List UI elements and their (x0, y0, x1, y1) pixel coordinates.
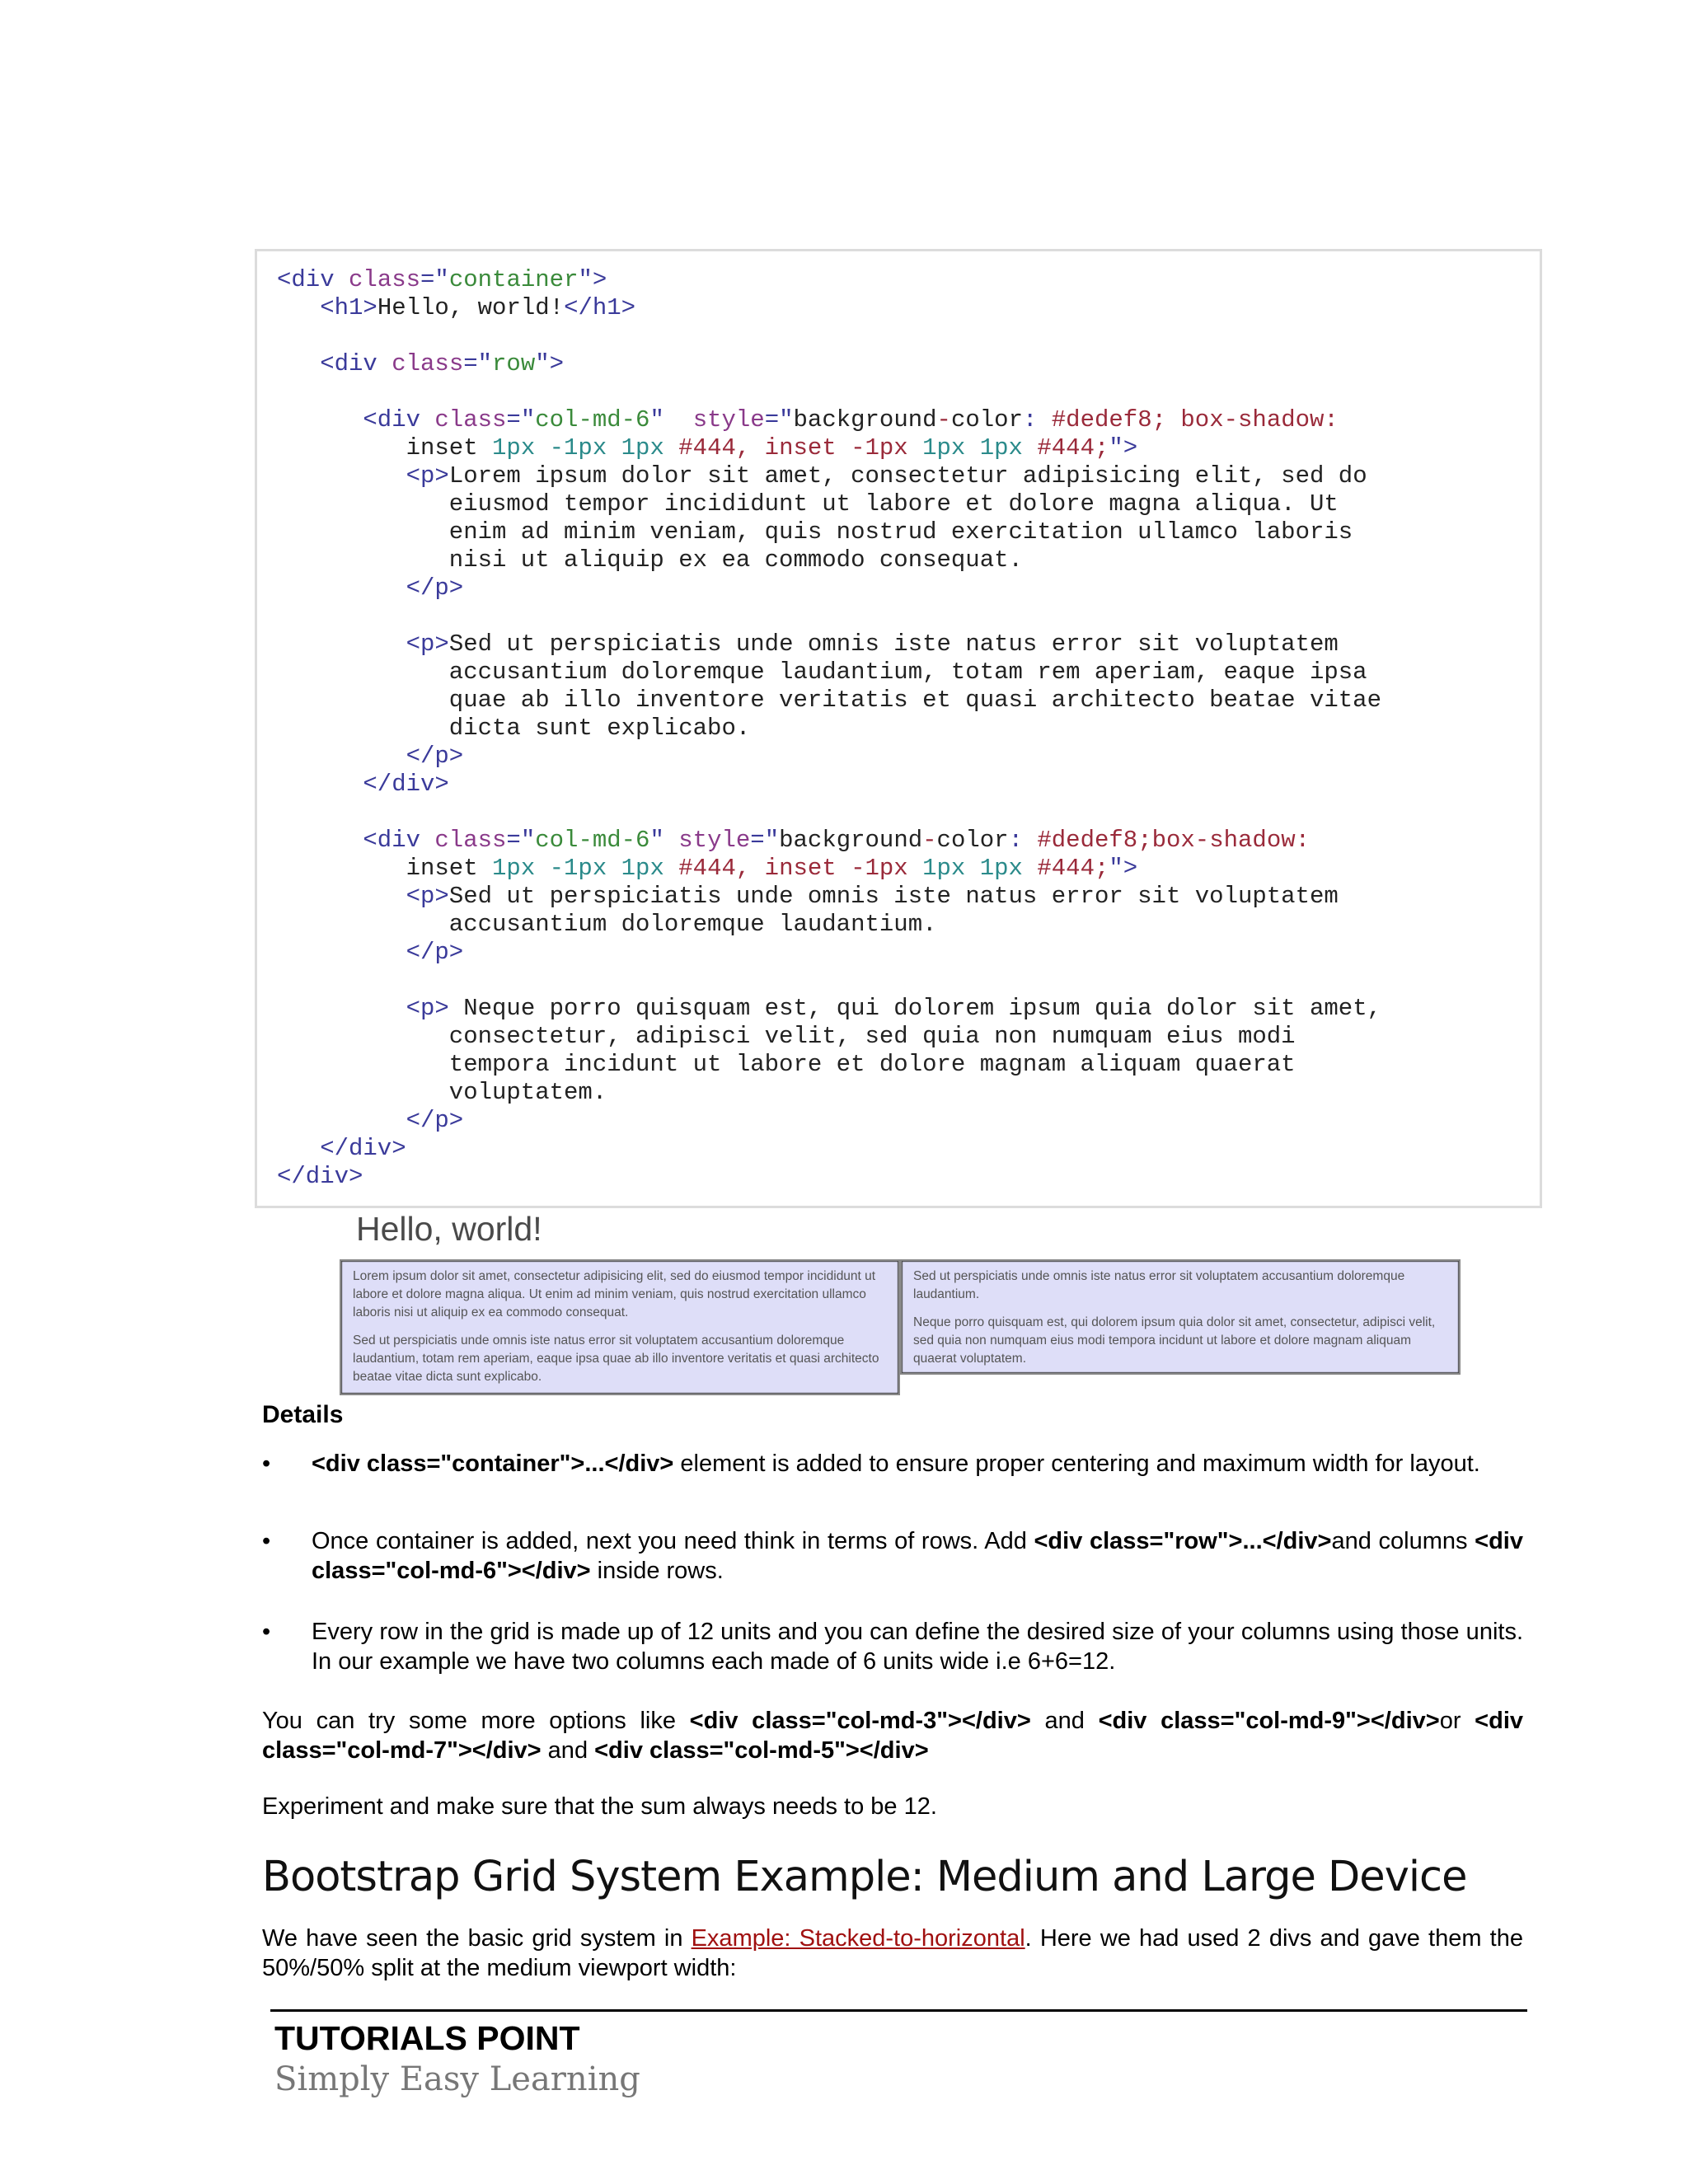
code-token: : (1022, 406, 1052, 434)
code-token: : (1008, 827, 1038, 854)
footer-subtitle: Simply Easy Learning (274, 2060, 640, 2098)
code-token: row (492, 350, 536, 377)
bullet-text-part: Once container is added, next you need think in terms of rows. Add (312, 1528, 1034, 1554)
code-line (406, 434, 1138, 462)
code-token: accusantium doloremque laudantium. (448, 911, 937, 938)
code-token: </p> (406, 1107, 464, 1134)
bullet-marker: • (262, 1451, 271, 1477)
code-snippet: <div class="row">...</div> (1034, 1528, 1332, 1554)
example-paragraph: Sed ut perspiciatis unde omnis iste natus error sit voluptatem accusantium doloremque laudantium, totam rem aperiam, eaque ipsa quae ab illo inventore veritatis et quasi architecto beatae vitae dicta sunt explicabo. (353, 1333, 879, 1384)
code-token: " (649, 406, 693, 434)
code-snippet: <div class="col-md-6"></div> (312, 1528, 1523, 1584)
code-token: background (793, 406, 937, 434)
code-token: dicta sunt explicabo. (448, 715, 751, 742)
code-token: col-md-6 (535, 406, 650, 434)
code-token: =" (506, 406, 536, 434)
code-line (406, 1107, 464, 1135)
code-token: =" (764, 406, 794, 434)
code-token: Sed ut perspiciatis unde omnis iste natus error sit voluptatem (448, 630, 1339, 658)
example-paragraph: Neque porro quisquam est, qui dolorem ipsum quia dolor sit amet, consectetur, adipisci velit, sed quia non numquam eius modi tempora incidunt ut labore et dolore magnam aliquam quaerat voluptatem. (913, 1315, 1436, 1366)
code-token: </div> (363, 771, 449, 798)
code-token: background (779, 827, 923, 854)
code-token: <div (320, 350, 392, 377)
experiment-paragraph: Experiment and make sure that the sum always needs to be 12. (262, 1793, 937, 1820)
code-token: style (692, 406, 765, 434)
code-token: voluptatem. (448, 1079, 607, 1106)
code-line (449, 1051, 1296, 1079)
code-token: enim ad minim veniam, quis nostrud exercitation ullamco laboris (448, 518, 1353, 546)
code-token: =" (463, 350, 493, 377)
code-line (449, 658, 1367, 687)
code-token: Hello, world! (377, 294, 565, 321)
code-line (449, 715, 750, 743)
code-token: #444; (1037, 434, 1109, 462)
code-token: "> (535, 350, 565, 377)
para-text: and (1030, 1708, 1099, 1734)
code-token: 1px -1px 1px (492, 855, 679, 882)
bullet-marker: • (262, 1528, 271, 1554)
footer-title: TUTORIALS POINT (274, 2019, 580, 2057)
code-token: <p> (406, 462, 449, 490)
code-token: <div (277, 266, 349, 293)
code-token: class (392, 350, 464, 377)
para-text: You can try some more options like (262, 1708, 690, 1734)
code-line (320, 1135, 406, 1163)
code-token: <p> (406, 630, 449, 658)
code-token: =" (750, 827, 780, 854)
code-token: 1px 1px (922, 855, 1038, 882)
code-token: 1px 1px (922, 434, 1038, 462)
code-token: class (349, 266, 421, 293)
code-token: =" (506, 827, 536, 854)
code-token: </p> (406, 743, 464, 770)
para-text: We have seen the basic grid system in (262, 1925, 692, 1952)
code-line (406, 630, 1339, 658)
code-token: #444, inset -1px (678, 434, 923, 462)
code-token: - (922, 827, 937, 854)
bullet-text (312, 1526, 1523, 1586)
code-token: container (448, 266, 579, 293)
example-column-left (340, 1259, 900, 1395)
code-line (449, 490, 1339, 518)
code-token: </p> (406, 574, 464, 602)
code-token: Neque porro quisquam est, qui dolorem ipsum quia dolor sit amet, (448, 995, 1381, 1022)
code-line (406, 883, 1339, 911)
example-paragraph: Lorem ipsum dolor sit amet, consectetur adipisicing elit, sed do eiusmod tempor incididunt ut labore et dolore magna aliqua. Ut enim ad minim veniam, quis nostrud exercitation ullamco laboris nisi ut aliquip ex ea commodo consequat. (353, 1269, 876, 1319)
code-line (363, 827, 1310, 855)
code-token: col-md-6 (535, 827, 650, 854)
code-line (449, 687, 1381, 715)
code-line (449, 546, 1023, 574)
code-snippet: <div class="col-md-5"></div> (594, 1737, 929, 1764)
code-snippet: <div class="col-md-7"></div> (262, 1708, 1524, 1764)
bullet-text-part: inside rows. (590, 1558, 724, 1584)
example-paragraph: Sed ut perspiciatis unde omnis iste natus error sit voluptatem accusantium doloremque laudantium. (913, 1269, 1405, 1301)
code-token: <p> (406, 883, 449, 910)
details-heading: Details (262, 1401, 344, 1428)
code-token: color (950, 406, 1023, 434)
example-link[interactable]: Example: Stacked-to-horizontal (691, 1925, 1025, 1952)
para-text: and (541, 1737, 595, 1764)
code-token: class (434, 827, 507, 854)
code-token: class (434, 406, 507, 434)
bullet-text-part: and columns (1331, 1528, 1475, 1554)
section-title: Bootstrap Grid System Example: Medium and Large Device (262, 1853, 1467, 1901)
code-line (449, 1079, 607, 1107)
code-token: - (936, 406, 951, 434)
code-token: </p> (406, 939, 464, 966)
code-token: nisi ut aliquip ex ea commodo consequat. (448, 546, 1023, 574)
code-token: consectetur, adipisci velit, sed quia non numquam eius modi (448, 1023, 1296, 1050)
code-token: "> (578, 266, 607, 293)
code-line (406, 743, 464, 771)
rendered-example (340, 1210, 1461, 1395)
para-text: or (1439, 1708, 1475, 1734)
code-line (277, 1163, 363, 1191)
code-line (406, 995, 1381, 1023)
code-token: " (649, 827, 679, 854)
code-line (406, 574, 464, 602)
example-column-right (900, 1259, 1461, 1375)
code-token: style (678, 827, 751, 854)
code-token: #444; (1037, 855, 1109, 882)
code-token: accusantium doloremque laudantium, totam rem aperiam, eaque ipsa (448, 658, 1367, 686)
bullet-text: Every row in the grid is made up of 12 units and you can define the desired size of your columns using those units. In our example we have two columns each made of 6 units wide i.e 6+6=12. (312, 1619, 1523, 1675)
code-token: color (936, 827, 1009, 854)
bullet-text (312, 1449, 1523, 1479)
options-paragraph (262, 1706, 1523, 1765)
code-snippet: <div class="col-md-9"></div> (1098, 1708, 1440, 1734)
code-token: tempora incidunt ut labore et dolore magnam aliquam quaerat (448, 1051, 1296, 1078)
code-line (320, 350, 564, 378)
code-snippet: <div class="container">...</div> (312, 1451, 674, 1477)
bullet-marker: • (262, 1619, 271, 1645)
code-line (363, 771, 448, 799)
code-block (255, 249, 1542, 1208)
code-line (449, 911, 937, 939)
footer-divider (270, 2009, 1527, 2012)
code-token: "> (1109, 855, 1138, 882)
code-line (277, 266, 607, 294)
bullet-text-part: element is added to ensure proper centering and maximum width for layout. (673, 1451, 1480, 1477)
code-token: #dedef8;box-shadow: (1037, 827, 1311, 854)
code-token: inset (406, 434, 493, 462)
code-token: </h1> (564, 294, 636, 321)
code-token: #dedef8; box-shadow: (1051, 406, 1339, 434)
code-line (320, 294, 635, 322)
code-token: =" (420, 266, 449, 293)
code-token: quae ab illo inventore veritatis et quasi architecto beatae vitae (448, 687, 1381, 714)
code-token: <p> (406, 995, 449, 1022)
code-token: "> (1109, 434, 1138, 462)
code-token: <h1> (320, 294, 377, 321)
intro-paragraph (262, 1924, 1523, 1983)
code-token: eiusmod tempor incididunt ut labore et dolore magna aliqua. Ut (448, 490, 1339, 518)
code-token: #444, inset -1px (678, 855, 923, 882)
code-line (449, 1023, 1296, 1051)
example-heading: Hello, world! (356, 1210, 542, 1248)
code-token: Sed ut perspiciatis unde omnis iste natus error sit voluptatem (448, 883, 1339, 910)
code-token: </div> (320, 1135, 406, 1162)
code-token: <div (363, 406, 435, 434)
code-token: inset (406, 855, 493, 882)
code-token: <div (363, 827, 435, 854)
code-line (406, 462, 1367, 490)
code-line (406, 855, 1138, 883)
code-line (406, 939, 464, 967)
code-snippet: <div class="col-md-3"></div> (689, 1708, 1031, 1734)
para-text: . Here we had used 2 divs and gave them the 50%/50% split at the medium viewport width: (262, 1925, 1523, 1981)
code-line (449, 518, 1353, 546)
code-token: Lorem ipsum dolor sit amet, consectetur adipisicing elit, sed do (448, 462, 1367, 490)
code-line (363, 406, 1338, 434)
code-token: </div> (277, 1163, 363, 1190)
code-token: 1px -1px 1px (492, 434, 679, 462)
